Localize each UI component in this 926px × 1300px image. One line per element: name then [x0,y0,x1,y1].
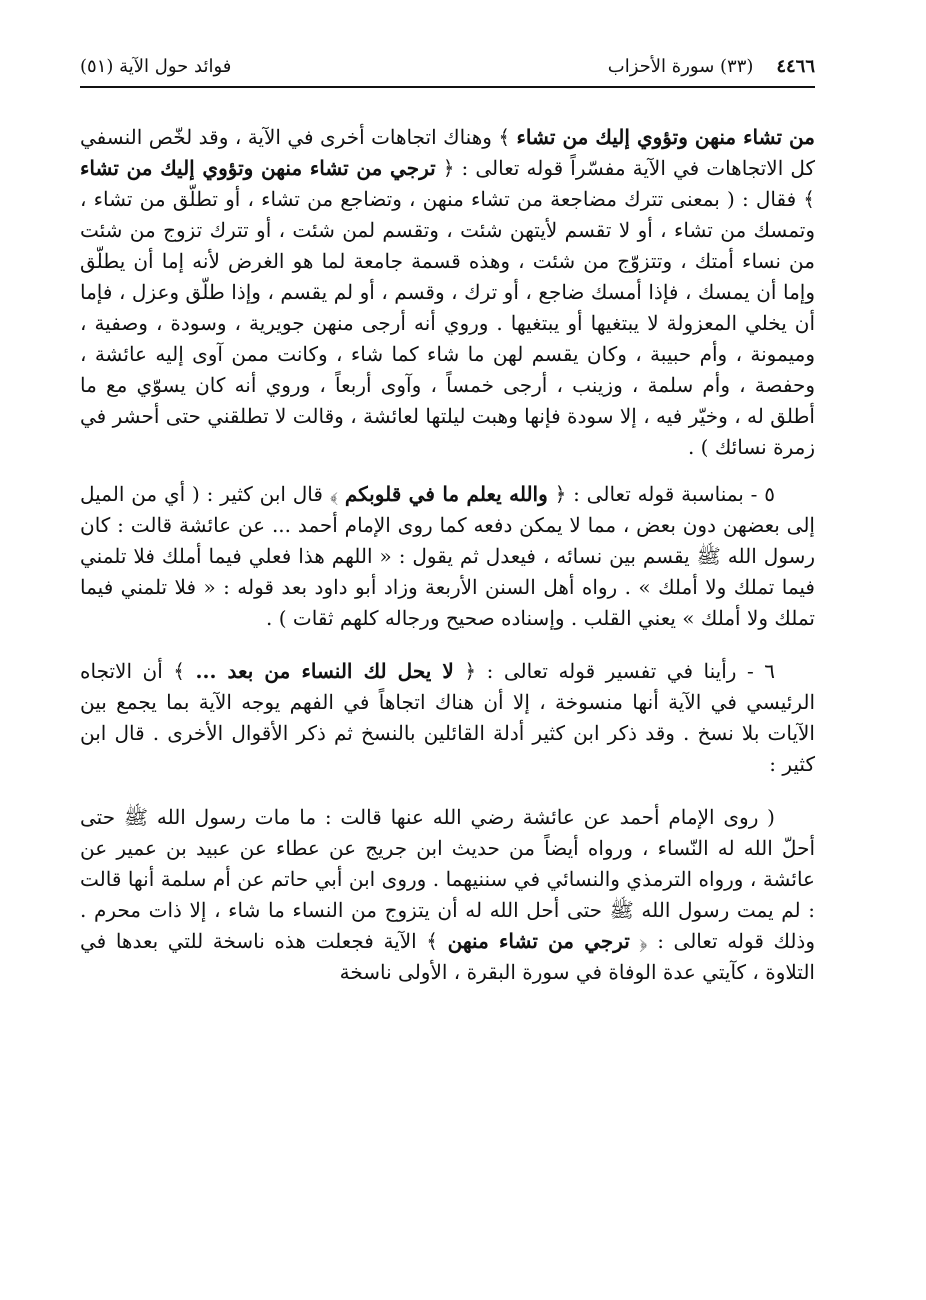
quran-quote: والله يعلم ما في قلوبكم [344,482,548,506]
paragraph-text: ﴾ الآية فجعلت هذه ناسخة للتي بعدها في التلاوة ، كآيتي عدة الوفاة في سورة البقرة ، الأولى ناسخة [80,929,815,984]
paragraph-text: ( روى الإمام أحمد عن عائشة رضي الله عنها قالت : ما مات رسول الله ﷺ حتى أحلّ الله له النّساء ، ورواه أيضاً من حديث ابن جريج عن عطاء عن عبيد بن عمير عن عائشة ، ورواه الترمذي والنسائي في سننيهما . وروى ابن أبي حاتم عن أم سلمة أنها قالت : لم يمت رسول الله ﷺ حتى أحل الله له أن يتزوج من النساء ما شاء ، إلا ذات محرم . وذلك قوله تعالى : ﴿ [80,805,815,953]
quran-quote: لا يحل لك النساء من بعد ... [195,659,454,683]
paragraph-text: ﴾ قال ابن كثير : ( أي من الميل إلى بعضهن دون بعض ، مما لا يمكن دفعه كما روى الإمام أحمد ... عن عائشة قالت : كان رسول الله ﷺ يقسم بين نسائه ، فيعدل ثم يقول : « اللهم هذا فعلي فيما أملك فلا تلمني فيما تملك ولا أملك » . رواه أهل السنن الأربعة وزاد أبو داود بعد قوله : « فلا تلمني فيما تملك ولا أملك » يعني القلب . وإسناده صحيح ورجاله كلهم ثقات ) . [80,482,815,630]
paragraph-text: ﴾ وهناك اتجاهات أخرى في الآية ، وقد لخّص النسفي كل الاتجاهات في الآية مفسّراً قوله تعالى : ﴿ [80,125,816,180]
paragraph-text: ٥ - بمناسبة قوله تعالى : ﴿ [547,482,776,506]
quran-quote: من تشاء منهن وتؤوي إليك من تشاء [516,125,815,149]
paragraph [80,479,815,634]
paragraph [80,122,815,463]
surah-title: (٣٣) سورة الأحزاب [607,56,754,77]
section-title: فوائد حول الآية (٥١) [80,56,232,77]
header-surah-block [608,56,815,77]
page-header [80,50,815,88]
paragraph [80,802,815,988]
paragraph [80,656,815,780]
paragraph-text: ﴾ أن الاتجاه الرئيسي في الآية أنها منسوخة ، إلا أن هناك اتجاهاً في الفهم يوجه الآية بما يجمع بين الآيات بلا نسخ . وقد ذكر ابن كثير أدلة القائلين بالنسخ ثم ذكر الأقوال الأخرى . قال ابن كثير : [80,659,815,776]
quran-quote: ترجي من تشاء منهن [447,929,630,953]
quran-quote: ترجي من تشاء منهن وتؤوي إليك من تشاء [80,156,436,180]
body-text [80,122,815,988]
paragraph-text: ٦ - رأينا في تفسير قوله تعالى : ﴿ [453,659,776,683]
paragraph-text: ﴾ فقال : ( بمعنى تترك مضاجعة من تشاء منهن ، وتضاجع من تشاء ، أو تطلّق من تشاء ، وتمسك من تشاء ، أو لا تقسم لأيتهن شئت ، وتقسم لمن شئت ، أو تترك تزوج من شئت من نساء أمتك ، وتتزوّج من شئت ، وهذه قسمة جامعة لما هو الغرض لأنه إما أن يطلّق وإما أن يمسك ، فإذا أمسك ضاجع ، أو ترك ، وقسم ، أو لم يقسم ، وإذا طلّق وعزل ، فإما أن يخلي المعزولة لا يبتغيها أو يبتغيها . وروي أنه أرجى منهن جويرية ، وسودة ، وصفية ، وميمونة ، وأم حبيبة ، وكان يقسم لهن ما شاء كما شاء ، وكانت ممن آوى إليه عائشة ، وحفصة ، وأم سلمة ، وزينب ، أرجى خمساً ، وآوى أربعاً ، وروي أنه كان يسوّي مع ما أطلق له ، وخيّر فيه ، إلا سودة فإنها وهبت ليلتها لعائشة ، وقالت لا تطلقني حتى أحشر في زمرة نسائك ) . [80,187,815,459]
page-number: ٤٤٦٦ [776,56,815,77]
